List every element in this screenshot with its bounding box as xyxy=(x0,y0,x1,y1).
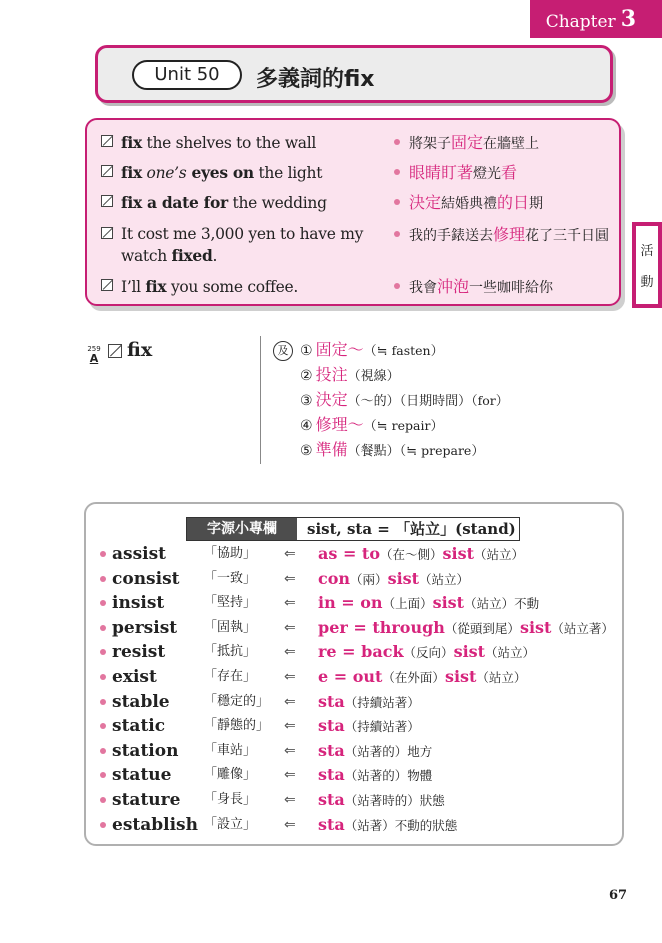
bullet-icon xyxy=(100,600,106,606)
etymology-meaning: 「固執」 xyxy=(204,619,257,635)
bullet-icon xyxy=(100,723,106,729)
example-checkbox[interactable] xyxy=(101,195,113,207)
arrow-left-icon: ⇐ xyxy=(284,693,296,710)
arrow-left-icon: ⇐ xyxy=(284,619,296,636)
bullet-icon xyxy=(394,169,400,175)
example-english: I’ll fix you some coffee. xyxy=(121,277,298,296)
etymology-word: static xyxy=(112,716,166,737)
arrow-left-icon: ⇐ xyxy=(284,570,296,587)
chapter-label: Chapter xyxy=(545,12,616,32)
bullet-icon xyxy=(100,772,106,778)
bullet-icon xyxy=(100,748,106,754)
example-row xyxy=(101,192,611,222)
arrow-left-icon: ⇐ xyxy=(284,792,296,808)
example-chinese: 將架子固定在牆壁上 xyxy=(409,133,540,152)
sense-item xyxy=(300,363,400,387)
page-number: 67 xyxy=(609,888,628,903)
bullet-icon xyxy=(100,699,106,705)
sense-term: 固定～ xyxy=(315,340,364,359)
unit-title: 多義詞的fix xyxy=(256,67,375,92)
example-chinese: 我會沖泡一些咖啡給你 xyxy=(409,277,554,296)
etymology-word: station xyxy=(112,740,179,761)
arrow-left-icon: ⇐ xyxy=(284,669,296,685)
bullet-icon xyxy=(394,199,400,205)
sense-note: （≒ xyxy=(363,419,392,434)
arrow-left-icon: ⇐ xyxy=(284,767,296,784)
etymology-row xyxy=(96,788,616,812)
example-english: fix one’s eyes on the light xyxy=(121,163,323,182)
example-row xyxy=(101,224,611,274)
etymology-meaning: 「設立」 xyxy=(204,816,257,832)
etymology-meaning: 「存在」 xyxy=(204,669,257,684)
example-row xyxy=(101,162,611,192)
entry-checkbox[interactable] xyxy=(108,344,122,358)
sense-item: ⑤ 準備（餐點）（≒ prepare） xyxy=(300,440,485,459)
example-checkbox[interactable] xyxy=(101,165,113,177)
etymology-meaning: 「靜態的」 xyxy=(204,718,270,734)
etymology-row xyxy=(96,690,616,714)
example-chinese: 我的手錶送去修理花了三千日圓 xyxy=(409,225,610,244)
etymology-breakdown: sta（站著的）物體 xyxy=(318,765,433,785)
etymology-word: stable xyxy=(112,691,170,712)
arrow-left-icon: ⇐ xyxy=(284,718,296,735)
etymology-breakdown: re = back（反向）sist（站立） xyxy=(318,642,536,662)
etymology-word: stature xyxy=(112,790,181,810)
sense-term: 投注 xyxy=(315,365,348,384)
etymology-breakdown: sta（站著）不動的狀態 xyxy=(318,814,458,834)
sense-term: 決定 xyxy=(315,390,348,409)
example-checkbox[interactable] xyxy=(101,279,113,291)
sense-note: （～的）（日期時間）（ xyxy=(347,394,478,409)
example-row xyxy=(101,132,611,162)
etymology-row xyxy=(96,567,616,591)
arrow-left-icon: ⇐ xyxy=(284,546,296,562)
etymology-row xyxy=(96,542,616,566)
arrow-left-icon: ⇐ xyxy=(284,816,296,833)
bullet-icon xyxy=(100,625,106,631)
sense-item: ① 固定～（≒ fasten） xyxy=(300,340,444,359)
side-tab-char-1: 活 xyxy=(640,244,654,259)
etymology-breakdown: per = through（從頭到尾）sist（站立著） xyxy=(318,617,614,637)
arrow-left-icon: ⇐ xyxy=(284,595,296,612)
etymology-meaning: 「協助」 xyxy=(204,546,257,561)
sense-number: ④ xyxy=(300,418,313,434)
etymology-row xyxy=(96,714,616,738)
track-letter: A xyxy=(89,352,99,365)
bullet-icon xyxy=(100,576,106,582)
bullet-icon xyxy=(100,551,106,557)
bullet-icon xyxy=(100,649,106,655)
etymology-word: exist xyxy=(112,667,157,687)
sense-number: ③ xyxy=(300,393,313,409)
sense-note: （餐點）（≒ xyxy=(347,444,422,459)
bullet-icon xyxy=(100,674,106,680)
etymology-row xyxy=(96,591,616,615)
etymology-meaning: 「抵抗」 xyxy=(204,644,257,660)
etymology-meaning: 「車站」 xyxy=(204,742,257,758)
etymology-breakdown: sta（站著的）地方 xyxy=(318,740,433,760)
sense-term: 準備 xyxy=(315,440,348,459)
etymology-meaning: 「穩定的」 xyxy=(204,693,270,709)
etymology-meaning: 「堅持」 xyxy=(204,595,257,611)
sense-synonym: for xyxy=(477,393,496,408)
etymology-breakdown: sta（持續站著） xyxy=(318,691,420,711)
etymology-row xyxy=(96,665,616,689)
side-tab-char-2: 動 xyxy=(640,275,654,290)
side-tab xyxy=(632,222,662,308)
part-of-speech: 及 xyxy=(273,341,293,361)
etymology-breakdown: con（兩）sist（站立） xyxy=(318,568,470,588)
track-number: 259 xyxy=(87,345,101,353)
sense-synonym: fasten xyxy=(391,343,431,358)
etymology-meaning: 「一致」 xyxy=(204,570,257,586)
sense-item: ③ 決定（～的）（日期時間）（for） xyxy=(300,390,509,409)
example-english: It cost me 3,000 yen to have my watch fixed. xyxy=(121,225,364,265)
sense-note: （≒ xyxy=(363,344,392,359)
etymology-word: insist xyxy=(112,593,165,614)
etymology-word: statue xyxy=(112,765,172,786)
etymology-row xyxy=(96,640,616,664)
unit-header xyxy=(95,45,613,103)
entry-word: fix xyxy=(127,339,153,361)
sense-item: ④ 修理～（≒ repair） xyxy=(300,415,444,434)
etymology-breakdown: in = on（上面）sist（站立）不動 xyxy=(318,593,540,613)
audio-track-icon xyxy=(86,345,102,364)
arrow-left-icon: ⇐ xyxy=(284,644,296,661)
bullet-icon xyxy=(394,231,400,237)
bullet-icon xyxy=(394,283,400,289)
etymology-row xyxy=(96,763,616,787)
unit-label: Unit 50 xyxy=(132,60,242,90)
entry-divider xyxy=(260,336,261,464)
etymology-breakdown: as = to（在～側）sist（站立） xyxy=(318,544,524,563)
sense-number: ② xyxy=(300,368,313,384)
etymology-row xyxy=(96,813,616,837)
example-box xyxy=(85,118,621,306)
etymology-word: assist xyxy=(112,544,167,564)
etymology-word: consist xyxy=(112,568,180,589)
example-chinese: 眼睛盯著燈光看 xyxy=(409,163,518,182)
etymology-word: establish xyxy=(112,814,198,835)
example-english: fix a date for the wedding xyxy=(121,193,327,212)
etymology-breakdown: sta（持續站著） xyxy=(318,716,420,736)
etymology-meaning: 「雕像」 xyxy=(204,767,257,783)
etymology-header xyxy=(186,517,520,541)
etymology-breakdown: sta（站著時的）狀態 xyxy=(318,790,445,809)
etymology-breakdown: e = out（在外面）sist（站立） xyxy=(318,667,527,686)
etymology-row xyxy=(96,739,616,763)
sense-number: ⑤ xyxy=(300,443,313,459)
etymology-box xyxy=(84,502,624,846)
sense-term: 修理～ xyxy=(315,415,364,434)
etymology-title: sist, sta = 「站立」(stand) xyxy=(307,520,516,538)
sense-synonym: prepare xyxy=(421,443,472,458)
sense-synonym: repair xyxy=(391,418,431,433)
bullet-icon xyxy=(100,822,106,828)
arrow-left-icon: ⇐ xyxy=(284,742,296,759)
example-row xyxy=(101,276,611,306)
sense-number: ① xyxy=(300,343,313,359)
etymology-label: 字源小專欄 xyxy=(187,518,297,540)
chapter-tab xyxy=(530,0,662,38)
example-english: fix the shelves to the wall xyxy=(121,133,317,152)
etymology-word: resist xyxy=(112,642,166,663)
bullet-icon xyxy=(100,797,106,803)
chapter-number: 3 xyxy=(620,6,636,32)
etymology-meaning: 「身長」 xyxy=(204,792,257,807)
bullet-icon xyxy=(394,139,400,145)
example-checkbox[interactable] xyxy=(101,135,113,147)
etymology-row xyxy=(96,616,616,640)
sense-note: （視線） xyxy=(347,369,400,384)
example-chinese: 決定結婚典禮的日期 xyxy=(409,193,544,212)
etymology-word: persist xyxy=(112,617,178,638)
example-checkbox[interactable] xyxy=(101,227,113,239)
